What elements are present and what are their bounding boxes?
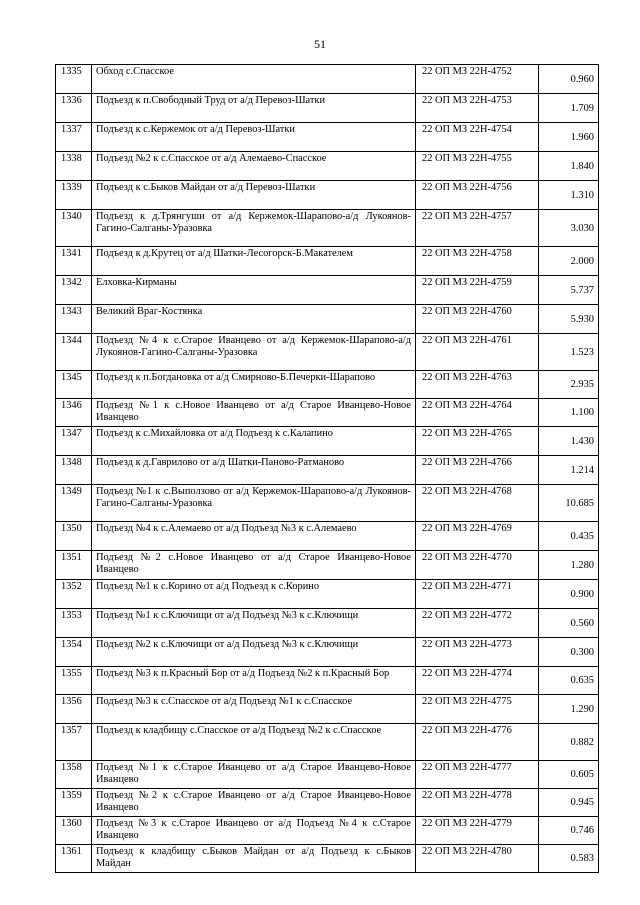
road-code: 22 ОП МЗ 22Н-4761 bbox=[416, 334, 539, 371]
table-row bbox=[56, 817, 599, 845]
table-row bbox=[56, 181, 599, 210]
road-name: Подъезд к п.Свободный Труд от а/д Перевоз-Шатки bbox=[92, 94, 416, 123]
table-row bbox=[56, 94, 599, 123]
row-number: 1360 bbox=[56, 817, 92, 845]
road-length: 0.300 bbox=[539, 638, 599, 667]
road-code: 22 ОП МЗ 22Н-4766 bbox=[416, 456, 539, 485]
road-name: Подъезд №1 к с.Ключищи от а/д Подъезд №3 к с.Ключищи bbox=[92, 609, 416, 638]
road-name: Подъезд к д.Гаврилово от а/д Шатки-Паново-Ратманово bbox=[92, 456, 416, 485]
road-length: 10.685 bbox=[539, 485, 599, 522]
road-length: 0.882 bbox=[539, 724, 599, 761]
road-code: 22 ОП МЗ 22Н-4759 bbox=[416, 276, 539, 305]
roads-table bbox=[55, 64, 599, 873]
road-code: 22 ОП МЗ 22Н-4760 bbox=[416, 305, 539, 334]
road-name: Подъезд №2 к с.Спасское от а/д Алемаево-Спасское bbox=[92, 152, 416, 181]
road-name: Подъезд №1 к с.Новое Иванцево от а/д Старое Иванцево-Новое Иванцево bbox=[92, 399, 416, 427]
road-code: 22 ОП МЗ 22Н-4775 bbox=[416, 695, 539, 724]
page-number: 51 bbox=[314, 37, 326, 51]
row-number: 1336 bbox=[56, 94, 92, 123]
row-number: 1342 bbox=[56, 276, 92, 305]
road-name: Подъезд №2 с.Новое Иванцево от а/д Старое Иванцево-Новое Иванцево bbox=[92, 551, 416, 580]
road-code: 22 ОП МЗ 22Н-4756 bbox=[416, 181, 539, 210]
row-number: 1341 bbox=[56, 247, 92, 276]
road-code: 22 ОП МЗ 22Н-4754 bbox=[416, 123, 539, 152]
road-name: Подъезд к кладбищу с.Спасское от а/д Подъезд №2 к с.Спасское bbox=[92, 724, 416, 761]
table-row bbox=[56, 276, 599, 305]
road-length: 1.960 bbox=[539, 123, 599, 152]
road-name: Подъезд №1 к с.Выползово от а/д Кержемок-Шарапово-а/д Лукоянов-Гагино-Салганы-Уразовка bbox=[92, 485, 416, 522]
table-row bbox=[56, 123, 599, 152]
road-name: Подъезд №2 к с.Старое Иванцево от а/д Старое Иванцево-Новое Иванцево bbox=[92, 789, 416, 817]
road-code: 22 ОП МЗ 22Н-4765 bbox=[416, 427, 539, 456]
row-number: 1349 bbox=[56, 485, 92, 522]
table-row bbox=[56, 609, 599, 638]
road-length: 0.583 bbox=[539, 845, 599, 873]
road-length: 0.560 bbox=[539, 609, 599, 638]
road-code: 22 ОП МЗ 22Н-4772 bbox=[416, 609, 539, 638]
road-length: 0.635 bbox=[539, 667, 599, 695]
row-number: 1337 bbox=[56, 123, 92, 152]
road-length: 1.310 bbox=[539, 181, 599, 210]
table-row bbox=[56, 210, 599, 247]
road-code: 22 ОП МЗ 22Н-4776 bbox=[416, 724, 539, 761]
road-code: 22 ОП МЗ 22Н-4752 bbox=[416, 65, 539, 94]
table-row bbox=[56, 667, 599, 695]
row-number: 1359 bbox=[56, 789, 92, 817]
road-length: 1.840 bbox=[539, 152, 599, 181]
row-number: 1352 bbox=[56, 580, 92, 609]
table-row bbox=[56, 761, 599, 789]
row-number: 1355 bbox=[56, 667, 92, 695]
road-code: 22 ОП МЗ 22Н-4779 bbox=[416, 817, 539, 845]
road-code: 22 ОП МЗ 22Н-4773 bbox=[416, 638, 539, 667]
row-number: 1338 bbox=[56, 152, 92, 181]
table-row bbox=[56, 399, 599, 427]
road-name: Подъезд к с.Кержемок от а/д Перевоз-Шатки bbox=[92, 123, 416, 152]
road-length: 5.930 bbox=[539, 305, 599, 334]
row-number: 1354 bbox=[56, 638, 92, 667]
road-code: 22 ОП МЗ 22Н-4757 bbox=[416, 210, 539, 247]
row-number: 1344 bbox=[56, 334, 92, 371]
table-row bbox=[56, 695, 599, 724]
road-length: 0.605 bbox=[539, 761, 599, 789]
road-name: Подъезд к с.Быков Майдан от а/д Перевоз-Шатки bbox=[92, 181, 416, 210]
road-name: Подъезд №1 к с.Старое Иванцево от а/д Старое Иванцево-Новое Иванцево bbox=[92, 761, 416, 789]
road-code: 22 ОП МЗ 22Н-4774 bbox=[416, 667, 539, 695]
road-length: 1.430 bbox=[539, 427, 599, 456]
road-code: 22 ОП МЗ 22Н-4769 bbox=[416, 522, 539, 551]
road-length: 0.435 bbox=[539, 522, 599, 551]
row-number: 1345 bbox=[56, 371, 92, 399]
table-row bbox=[56, 334, 599, 371]
table-row bbox=[56, 845, 599, 873]
table-row bbox=[56, 371, 599, 399]
road-length: 5.737 bbox=[539, 276, 599, 305]
row-number: 1335 bbox=[56, 65, 92, 94]
road-name: Подъезд №4 к с.Старое Иванцево от а/д Кержемок-Шарапово-а/д Лукоянов-Гагино-Салганы-Уразовка bbox=[92, 334, 416, 371]
road-name: Подъезд к п.Богдановка от а/д Смирново-Б.Печерки-Шарапово bbox=[92, 371, 416, 399]
table-row bbox=[56, 485, 599, 522]
road-length: 1.290 bbox=[539, 695, 599, 724]
road-code: 22 ОП МЗ 22Н-4780 bbox=[416, 845, 539, 873]
road-code: 22 ОП МЗ 22Н-4764 bbox=[416, 399, 539, 427]
row-number: 1340 bbox=[56, 210, 92, 247]
table-row bbox=[56, 724, 599, 761]
road-name: Подъезд №2 к с.Ключищи от а/д Подъезд №3 к с.Ключищи bbox=[92, 638, 416, 667]
row-number: 1351 bbox=[56, 551, 92, 580]
row-number: 1358 bbox=[56, 761, 92, 789]
road-length: 1.100 bbox=[539, 399, 599, 427]
table-row bbox=[56, 152, 599, 181]
road-length: 1.523 bbox=[539, 334, 599, 371]
road-length: 1.280 bbox=[539, 551, 599, 580]
table-row bbox=[56, 65, 599, 94]
table-row bbox=[56, 638, 599, 667]
road-name: Подъезд к д.Трянгуши от а/д Кержемок-Шарапово-а/д Лукоянов-Гагино-Салганы-Уразовка bbox=[92, 210, 416, 247]
road-name: Подъезд №3 к п.Красный Бор от а/д Подъезд №2 к п.Красный Бор bbox=[92, 667, 416, 695]
road-name: Подъезд к кладбищу с.Быков Майдан от а/д Подъезд к с.Быков Майдан bbox=[92, 845, 416, 873]
road-length: 0.960 bbox=[539, 65, 599, 94]
road-code: 22 ОП МЗ 22Н-4770 bbox=[416, 551, 539, 580]
road-name: Обход с.Спасское bbox=[92, 65, 416, 94]
road-name: Подъезд №3 к с.Старое Иванцево от а/д Подъезд №4 к с.Старое Иванцево bbox=[92, 817, 416, 845]
row-number: 1357 bbox=[56, 724, 92, 761]
road-length: 0.900 bbox=[539, 580, 599, 609]
table-row bbox=[56, 427, 599, 456]
road-code: 22 ОП МЗ 22Н-4755 bbox=[416, 152, 539, 181]
road-length: 2.935 bbox=[539, 371, 599, 399]
table-row bbox=[56, 456, 599, 485]
road-length: 3.030 bbox=[539, 210, 599, 247]
table-row bbox=[56, 522, 599, 551]
road-code: 22 ОП МЗ 22Н-4778 bbox=[416, 789, 539, 817]
table-row bbox=[56, 789, 599, 817]
table-row bbox=[56, 305, 599, 334]
row-number: 1343 bbox=[56, 305, 92, 334]
road-code: 22 ОП МЗ 22Н-4758 bbox=[416, 247, 539, 276]
road-name: Подъезд к с.Михайловка от а/д Подъезд к с.Калапино bbox=[92, 427, 416, 456]
row-number: 1356 bbox=[56, 695, 92, 724]
road-name: Великий Враг-Костянка bbox=[92, 305, 416, 334]
road-code: 22 ОП МЗ 22Н-4753 bbox=[416, 94, 539, 123]
row-number: 1348 bbox=[56, 456, 92, 485]
road-name: Елховка-Кирманы bbox=[92, 276, 416, 305]
road-name: Подъезд №1 к с.Корино от а/д Подъезд к с.Корино bbox=[92, 580, 416, 609]
row-number: 1353 bbox=[56, 609, 92, 638]
table-row bbox=[56, 247, 599, 276]
row-number: 1339 bbox=[56, 181, 92, 210]
row-number: 1361 bbox=[56, 845, 92, 873]
road-name: Подъезд №4 к с.Алемаево от а/д Подъезд №3 к с.Алемаево bbox=[92, 522, 416, 551]
road-code: 22 ОП МЗ 22Н-4768 bbox=[416, 485, 539, 522]
table-row bbox=[56, 551, 599, 580]
road-code: 22 ОП МЗ 22Н-4777 bbox=[416, 761, 539, 789]
road-length: 1.214 bbox=[539, 456, 599, 485]
row-number: 1346 bbox=[56, 399, 92, 427]
row-number: 1350 bbox=[56, 522, 92, 551]
road-code: 22 ОП МЗ 22Н-4763 bbox=[416, 371, 539, 399]
road-name: Подъезд №3 к с.Спасское от а/д Подъезд №1 к с.Спасское bbox=[92, 695, 416, 724]
road-length: 0.746 bbox=[539, 817, 599, 845]
road-length: 2.000 bbox=[539, 247, 599, 276]
row-number: 1347 bbox=[56, 427, 92, 456]
road-length: 0.945 bbox=[539, 789, 599, 817]
road-length: 1.709 bbox=[539, 94, 599, 123]
road-name: Подъезд к д.Крутец от а/д Шатки-Лесогорск-Б.Макателем bbox=[92, 247, 416, 276]
road-code: 22 ОП МЗ 22Н-4771 bbox=[416, 580, 539, 609]
table-row bbox=[56, 580, 599, 609]
